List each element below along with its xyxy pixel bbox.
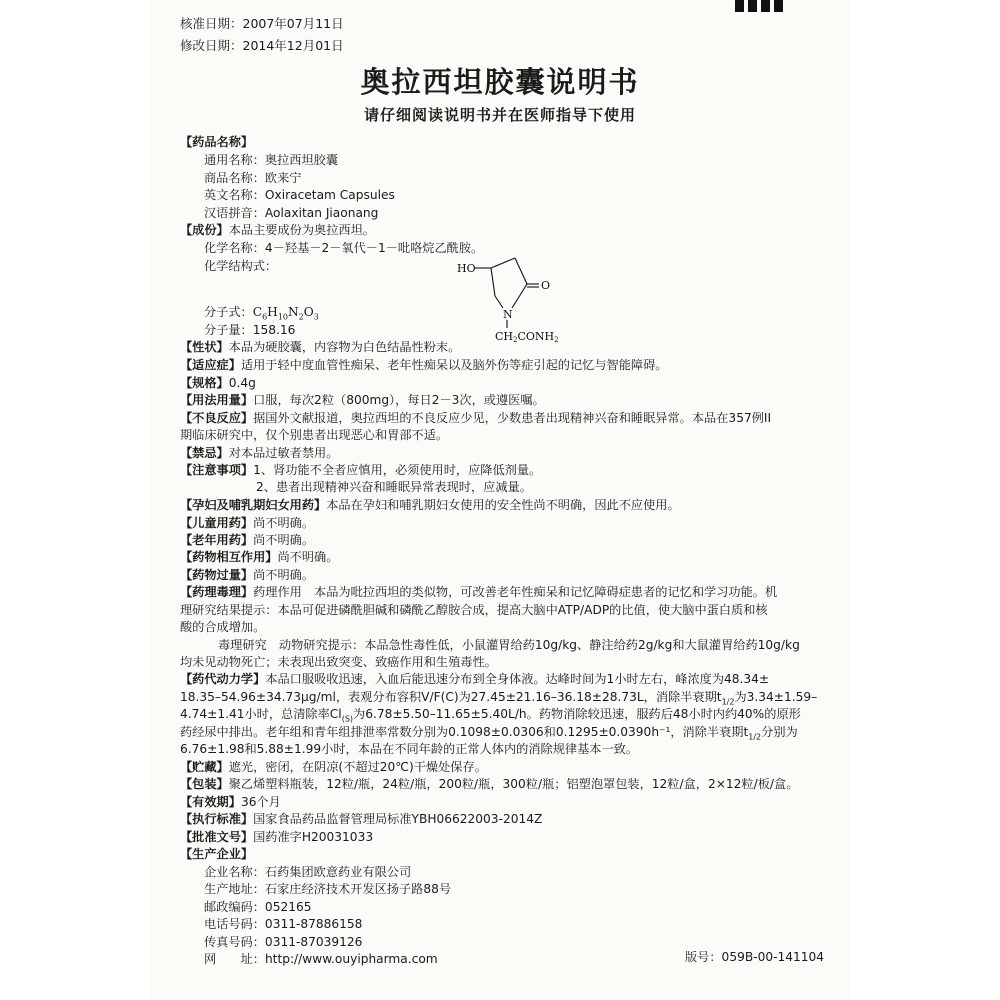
struct-o-label: O <box>541 279 551 292</box>
molecular-formula: 分子式：$C_6H_{10}N_2O_3$ <box>204 305 319 322</box>
pregnancy-line: 【孕妇及哺乳期妇女用药】本品在孕妇和哺乳期妇女使用的安全性尚不明确，因此不应使用。 <box>180 498 680 512</box>
standard-line: 【执行标准】国家食品药品监督管理局标准YBH06622003-2014Z <box>180 812 543 826</box>
elderly-line: 【老年用药】尚不明确。 <box>180 533 315 547</box>
pharmacology-line-4: 毒理研究 动物研究提示：本品急性毒性低，小鼠灌胃给药10g/kg、静注给药2g/kg和大鼠灌胃给药10g/kg <box>218 638 800 652</box>
contraindications-line: 【禁忌】对本品过敏者禁用。 <box>180 446 339 460</box>
generic-name: 通用名称：奥拉西坦胶囊 <box>204 153 339 167</box>
website-link[interactable]: http://www.ouyipharma.com <box>264 952 438 966</box>
molecular-weight: 分子量：158.16 <box>204 323 296 337</box>
interactions-line: 【药物相互作用】尚不明确。 <box>180 550 339 564</box>
struct-oh-label: HO <box>457 262 476 275</box>
approval-date: 核准日期：2007年07月11日 <box>180 16 344 31</box>
barcode-strip <box>735 0 783 12</box>
struct-n-label: N <box>503 308 513 321</box>
document-title: 奥拉西坦胶囊说明书 <box>360 65 640 99</box>
manufacturer-website: 网 址：http://www.ouyipharma.com <box>204 952 438 966</box>
chemical-name: 化学名称：4－羟基－2－氧代－1－吡咯烷乙酰胺。 <box>204 241 484 255</box>
edition-number: 版号：059B-00-141104 <box>685 950 825 964</box>
precautions-item-2: 2、患者出现精神兴奋和睡眠异常表现时，应减量。 <box>256 480 532 494</box>
manufacturer-address: 生产地址：石家庄经济技术开发区扬子路88号 <box>204 882 452 896</box>
validity-line: 【有效期】36个月 <box>180 795 281 809</box>
document-subtitle: 请仔细阅读说明书并在医师指导下使用 <box>363 106 636 124</box>
package-line: 【包装】聚乙烯塑料瓶装，12粒/瓶，24粒/瓶，200粒/瓶，300粒/瓶；铝塑泡罩包装，12粒/盒，2×12粒/板/盒。 <box>180 777 799 791</box>
manufacturer-postcode: 邮政编码：052165 <box>204 900 312 914</box>
children-line: 【儿童用药】尚不明确。 <box>180 516 315 530</box>
overdose-line: 【药物过量】尚不明确。 <box>180 568 315 582</box>
pharmacokinetics-line-4: 药经尿中排出。老年组和青年组排泄率常数分别为0.1098±0.0306和0.1295±0.0390h⁻¹，消除半衰期$t_{1/2}$分别为 <box>180 725 798 742</box>
structure-label: 化学结构式： <box>204 259 278 273</box>
specification-line: 【规格】0.4g <box>180 376 256 390</box>
drug-name-heading: 【药品名称】 <box>180 135 254 149</box>
pharmacology-line-5: 均未见动物死亡；未表现出致突变、致癌作用和生殖毒性。 <box>180 655 497 669</box>
chemical-structure <box>455 252 595 352</box>
pharmacology-line-3: 酸的合成增加。 <box>180 620 266 634</box>
approval-number-line: 【批准文号】国药准字H20031033 <box>180 830 374 844</box>
pharmacokinetics-line-3: 4.74±1.41小时，总清除率$Cl_{(S)}$为6.78±5.50–11.65±5.40L/h。药物消除较迅速，服药后48小时内约40%的原形 <box>180 707 801 724</box>
manufacturer-phone: 电话号码：0311-87886158 <box>204 917 363 931</box>
struct-side-chain: CH2CONH2 <box>495 330 559 344</box>
adverse-line-2: 期临床研究中，仅个别患者出现恶心和胃部不适。 <box>180 428 449 442</box>
trade-name: 商品名称：欧来宁 <box>204 171 302 185</box>
composition-line <box>180 222 375 238</box>
pharmacokinetics-line-2: 18.35–54.96±34.73μg/ml，表观分布容积V/F(C)为27.45±21.16–36.18±28.73L，消除半衰期$t_{1/2}$为3.34±1.59– <box>180 690 818 707</box>
storage-line: 【贮藏】遮光，密闭，在阴凉(不超过20℃)干燥处保存。 <box>180 760 487 774</box>
composition-heading: 【成份】 <box>180 223 229 237</box>
properties-line: 【性状】本品为硬胶囊，内容物为白色结晶性粉末。 <box>180 340 461 354</box>
manufacturer-heading: 【生产企业】 <box>180 847 254 861</box>
precautions-line: 【注意事项】1、肾功能不全者应慎用，必须使用时，应降低剂量。 <box>180 463 542 477</box>
manufacturer-name: 企业名称：石药集团欧意药业有限公司 <box>204 865 412 879</box>
composition-text: 本品主要成份为奥拉西坦。 <box>228 223 375 237</box>
english-name: 英文名称：Oxiracetam Capsules <box>204 188 395 202</box>
indications-line: 【适应症】适用于轻中度血管性痴呆、老年性痴呆以及脑外伤等症引起的记忆与智能障碍。 <box>180 358 668 372</box>
pinyin-name: 汉语拼音：Aolaxitan Jiaonang <box>204 206 379 220</box>
manufacturer-fax: 传真号码：0311-87039126 <box>204 935 363 949</box>
pharmacology-line-2: 理研究结果提示：本品可促进磷酰胆碱和磷酰乙醇胺合成，提高大脑中ATP/ADP的比值，使大脑中蛋白质和核 <box>180 603 768 617</box>
pharmacology-line-1: 【药理毒理】药理作用 本品为吡拉西坦的类似物，可改善老年性痴呆和记忆障碍症患者的记忆和学习功能。机 <box>180 585 778 599</box>
revision-date: 修改日期：2014年12月01日 <box>180 38 344 53</box>
adverse-line: 【不良反应】据国外文献报道，奥拉西坦的不良反应少见，少数患者出现精神兴奋和睡眠异常。本品在357例II <box>180 411 772 425</box>
pharmacokinetics-line-5: 6.76±1.98和5.88±1.99小时，本品在不同年龄的正常人体内的消除规律基本一致。 <box>180 742 639 756</box>
dosage-line: 【用法用量】口服，每次2粒（800mg），每日2－3次，或遵医嘱。 <box>180 393 545 407</box>
pharmacokinetics-line-1: 【药代动力学】本品口服吸收迅速，入血后能迅速分布到全身体液。达峰时间为1小时左右，峰浓度为48.34± <box>180 672 770 686</box>
